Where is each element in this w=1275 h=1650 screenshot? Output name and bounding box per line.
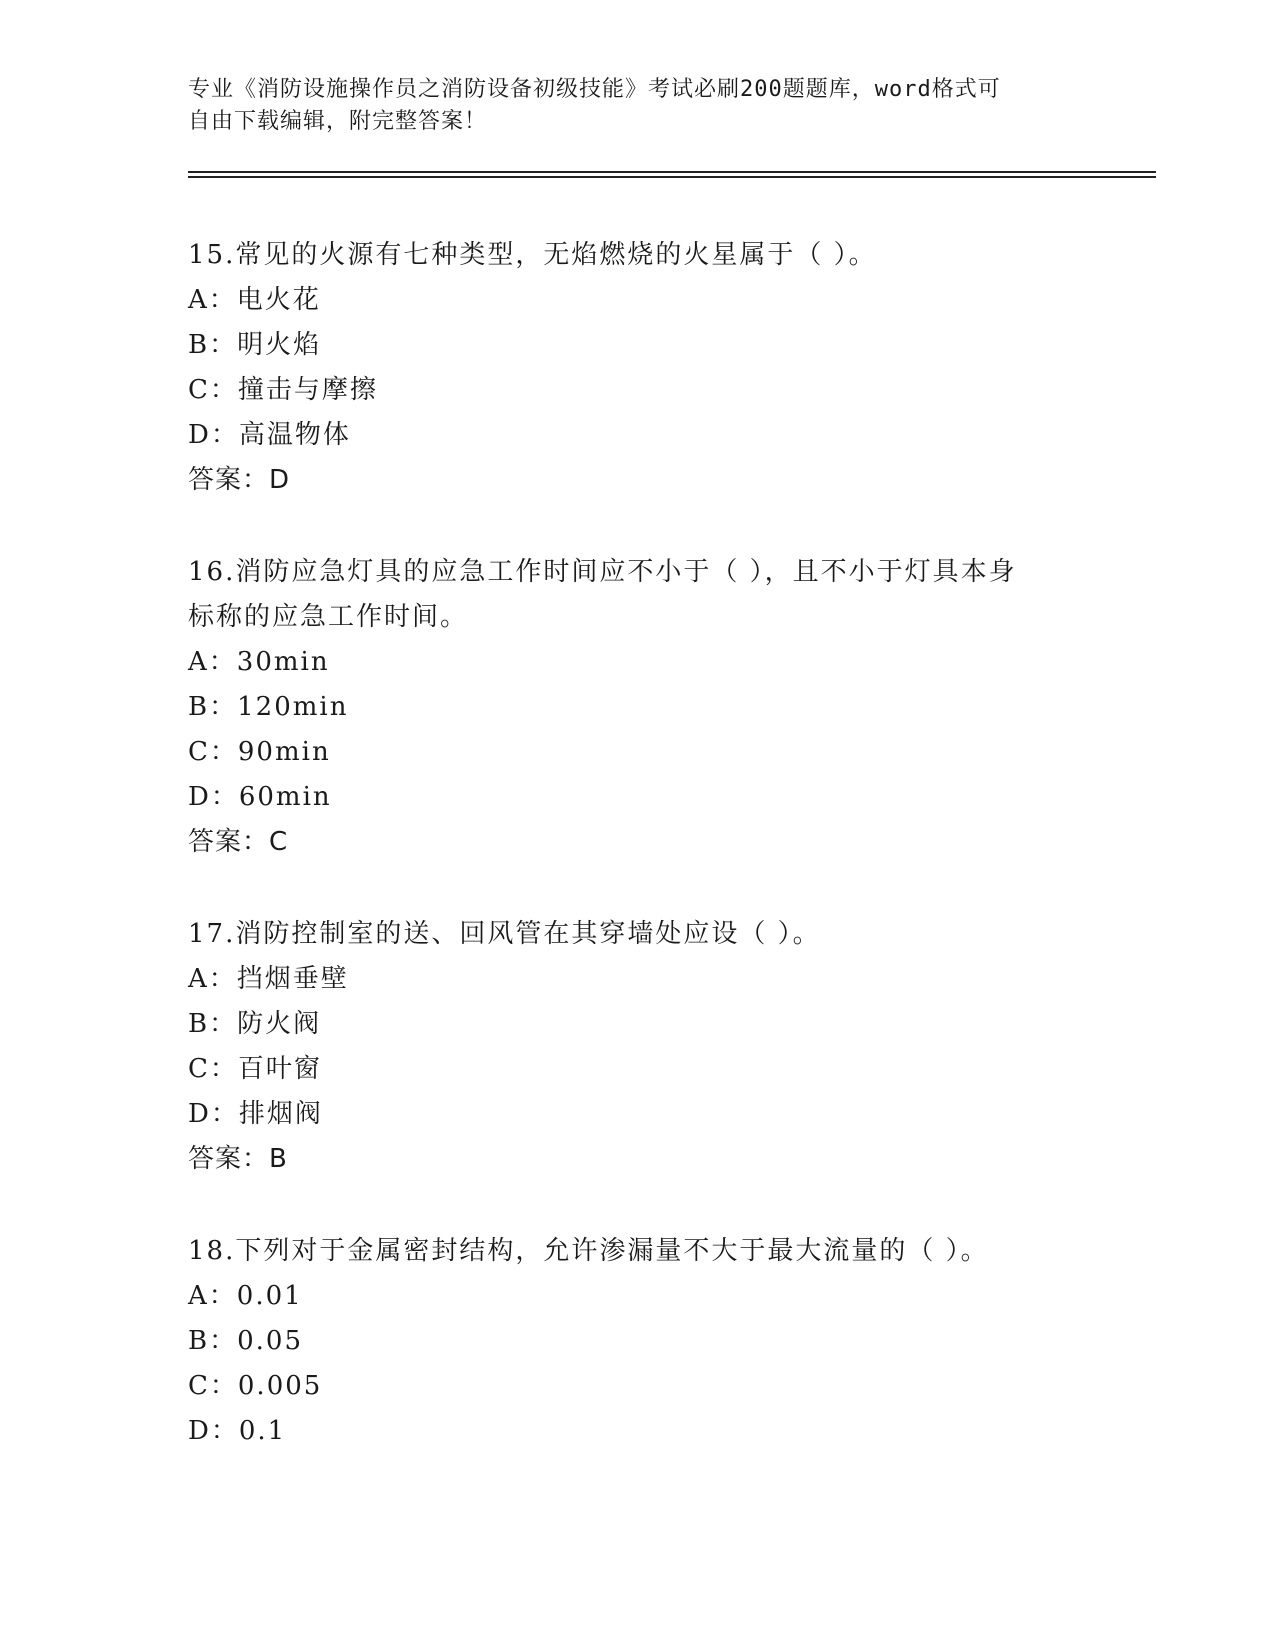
- option-c: C：撞击与摩擦: [188, 375, 378, 405]
- option-a: A：30min: [188, 647, 330, 677]
- question-17: [188, 912, 1088, 1182]
- option-b: B：防火阀: [188, 1009, 322, 1039]
- question-stem: 17.消防控制室的送、回风管在其穿墙处应设（ ）。: [188, 919, 821, 949]
- answer: 答案：C: [188, 827, 289, 857]
- option-d: D：高温物体: [188, 420, 351, 450]
- question-16: [188, 550, 1088, 865]
- option-a: A：电火花: [188, 285, 321, 315]
- question-18: [188, 1229, 1088, 1454]
- option-a: A：挡烟垂壁: [188, 964, 349, 994]
- option-b: B：120min: [188, 692, 349, 722]
- header-line-2: 自由下载编辑，附完整答案！: [188, 109, 488, 134]
- option-a: A：0.01: [188, 1281, 303, 1311]
- question-stem-continued: 标称的应急工作时间。: [188, 602, 469, 632]
- option-b: B：明火焰: [188, 330, 322, 360]
- header-rule-bottom: [188, 176, 1156, 178]
- answer: 答案：D: [188, 465, 291, 495]
- option-d: D：排烟阀: [188, 1099, 323, 1129]
- answer: 答案：B: [188, 1144, 288, 1174]
- question-15: [188, 233, 1088, 503]
- option-c: C：百叶窗: [188, 1054, 322, 1084]
- option-c: C：90min: [188, 737, 331, 767]
- question-stem: 15.常见的火源有七种类型，无焰燃烧的火星属于（ ）。: [188, 240, 877, 270]
- option-d: D：60min: [188, 782, 332, 812]
- option-d: D：0.1: [188, 1416, 287, 1446]
- option-b: B：0.05: [188, 1326, 303, 1356]
- document-header: [188, 74, 1088, 138]
- question-list: [188, 233, 1088, 1454]
- question-stem: 16.消防应急灯具的应急工作时间应不小于（ ），且不小于灯具本身: [188, 557, 1017, 587]
- header-rule-top: [188, 171, 1156, 173]
- header-line-1: 专业《消防设施操作员之消防设备初级技能》考试必刷200题题库，word格式可: [188, 77, 1001, 102]
- question-stem: 18.下列对于金属密封结构，允许渗漏量不大于最大流量的（ ）。: [188, 1236, 989, 1266]
- option-c: C：0.005: [188, 1371, 323, 1401]
